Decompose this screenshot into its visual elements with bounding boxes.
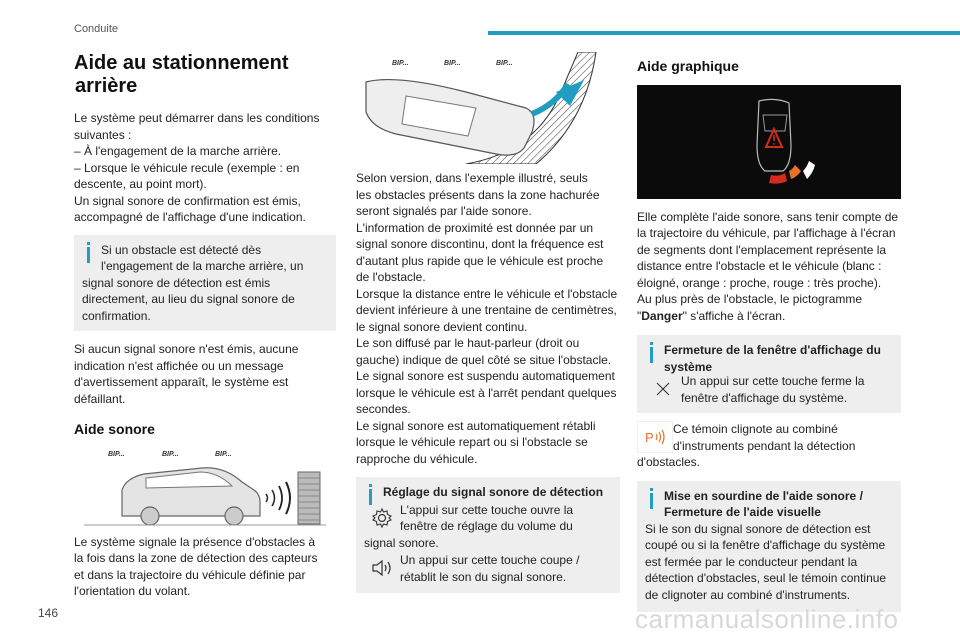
text-line: accompagné de l'affichage d'une indication.: [74, 210, 306, 224]
indicator-block: [637, 421, 901, 471]
text-line: Au plus près de l'obstacle, le pictogramme: [637, 292, 863, 306]
detection-paragraph: [74, 534, 336, 600]
info-icon: [369, 489, 372, 505]
note-row: [364, 552, 612, 585]
text-line: Si aucun signal sonore n'est émis, aucune: [74, 342, 299, 356]
header-section-title: Conduite: [74, 23, 119, 35]
note-row: [364, 502, 612, 535]
text-line: distance entre l'obstacle et le véhicule (blanc :: [637, 259, 882, 273]
text-line: Le signal sonore est suspendu automatiquement: [356, 369, 615, 383]
note-title: Réglage du signal sonore de détection: [383, 485, 604, 499]
text-line: d'avertissement apparaît, le système est: [74, 375, 289, 389]
bip-label: BIP...: [496, 60, 513, 67]
info-icon: [650, 493, 653, 509]
header-accent-bar: [488, 31, 960, 35]
graphic-paragraph: [637, 209, 901, 325]
text-line: seront signalés par l'aide sonore.: [356, 204, 532, 218]
text-line: lorsque le véhicule repart ou si l'obstacle se: [356, 435, 588, 449]
info-icon: [87, 247, 90, 263]
text-line: Le son diffusé par le haut-parleur (droit ou: [356, 336, 580, 350]
text-line: et dans la trajectoire du véhicule définie par: [74, 567, 306, 582]
text-line: – Lorsque le véhicule recule (exemple : en: [74, 160, 300, 175]
proximity-segment-red: [769, 173, 787, 184]
text-line: Ce témoin clignote au combiné: [673, 422, 838, 436]
note-line: rétablit le son du signal sonore.: [400, 569, 567, 584]
close-display-note: [637, 335, 901, 413]
note-body: [645, 521, 893, 604]
text-line: lorsque le véhicule est à l'arrêt pendant quelques: [356, 385, 617, 400]
bip-label: BIP...: [162, 450, 179, 458]
note-title: [645, 342, 893, 375]
text-line: Un signal sonore de confirmation est émis,: [74, 193, 301, 208]
parking-sensor-indicator-icon: [637, 421, 673, 453]
note-line: signal sonore de détection est émis: [82, 275, 271, 290]
brick-wall: [298, 472, 320, 524]
note-line: Un appui sur cette touche coupe /: [400, 553, 580, 567]
title-line-1: Aide au stationnement: [74, 52, 289, 74]
parking-trajectory-illustration: [356, 52, 620, 164]
note-line: Si le son du signal sonore de détection est: [645, 521, 871, 536]
mute-note: [637, 481, 901, 613]
info-icon: [650, 347, 653, 363]
text-line: rapproche du véhicule.: [356, 451, 478, 466]
note-title-line: Fermeture de la fenêtre d'affichage du: [664, 343, 881, 357]
title-line-2: arrière: [75, 75, 138, 97]
column-3: [637, 56, 901, 619]
note-title-line: Fermeture de l'aide visuelle: [664, 505, 821, 519]
note-line: directement, au lieu du signal sonore de: [82, 292, 295, 306]
text-line: secondes.: [356, 402, 411, 416]
bip-label: BIP...: [444, 60, 461, 67]
car-wheel: [141, 507, 159, 525]
note-line: confirmation.: [82, 308, 151, 323]
text-line: de segments dont l'emplacement représente la: [637, 242, 887, 257]
text-line: éloigné, orange : proche, rouge : très proche).: [637, 275, 882, 290]
close-icon: [645, 373, 681, 405]
note-line: Un appui sur cette touche ferme la: [681, 374, 865, 388]
car-sensor-illustration: [74, 448, 336, 526]
text-line: devient inférieure à une trentaine de centimètres,: [356, 303, 617, 317]
bip-label: BIP...: [392, 60, 409, 67]
note-line: fenêtre d'affichage du système.: [681, 390, 848, 405]
note-line: est fermée par le conducteur pendant la: [645, 554, 858, 569]
text-line: d'autant plus rapide que le véhicule est proche: [356, 253, 604, 268]
car-wheel: [225, 507, 243, 525]
speaker-sound-icon: [364, 552, 400, 584]
parking-trajectory-svg: [356, 52, 620, 164]
text-line: indication n'est affichée ou un message: [74, 358, 284, 373]
info-note: [74, 235, 336, 332]
note-title: [645, 488, 893, 521]
proximity-segment-orange: [789, 165, 801, 179]
text-fragment: " s'affiche à l'écran.: [682, 308, 786, 323]
text-line: suivantes :: [74, 127, 132, 142]
text-line: d'obstacles.: [637, 455, 700, 469]
section-heading-aide-graphique: Aide graphique: [637, 58, 739, 74]
text-line: défaillant.: [74, 391, 126, 406]
text-line: le signal sonore devient continu.: [356, 319, 528, 334]
note-line: Si un obstacle est détecté dès: [101, 242, 262, 257]
watermark-url: carmanualsonline.info: [635, 604, 899, 634]
text-line: de l'obstacle.: [356, 270, 426, 284]
volume-setting-note: [356, 477, 620, 593]
column-2: [356, 170, 620, 600]
text-line: la fois dans la zone de détection des capteurs: [74, 551, 318, 565]
column-1: [74, 52, 336, 600]
acoustic-paragraph: [356, 170, 620, 467]
note-line: fenêtre de réglage du volume du: [400, 519, 573, 533]
proximity-segment-white: [803, 161, 815, 179]
graphic-display-illustration: [637, 85, 901, 199]
note-line: L'appui sur cette touche ouvre la: [400, 502, 574, 517]
car-rear-sensor-svg: [74, 448, 336, 526]
text-line: signal sonore discontinu, dont la fréquence est: [356, 237, 604, 251]
failure-paragraph: [74, 341, 336, 407]
bip-label: BIP...: [215, 450, 232, 458]
note-title-line: Mise en sourdine de l'aide sonore /: [664, 488, 863, 503]
text-line: L'information de proximité est donnée par un: [356, 220, 594, 235]
text-line: Le système peut démarrer dans les conditions: [74, 111, 320, 125]
text-line: Le signal sonore est automatiquement rétabli: [356, 418, 596, 433]
text-line: Elle complète l'aide sonore, sans tenir compte de: [637, 209, 899, 224]
text-line: les obstacles présents dans la zone hachurée: [356, 187, 600, 202]
graphic-display-svg: [637, 85, 901, 199]
bip-label: BIP...: [108, 450, 125, 458]
svg-text:P: P: [645, 430, 654, 445]
note-line: de clignoter au combiné d'instruments.: [645, 587, 851, 602]
text-line: – À l'engagement de la marche arrière.: [74, 144, 282, 158]
note-line: détection d'obstacles, seul le témoin continue: [645, 571, 887, 585]
note-title-line: système: [664, 359, 713, 374]
text-line: descente, au point mort).: [74, 177, 207, 191]
text-line: Lorsque la distance entre le véhicule et l'obstacle: [356, 286, 618, 301]
section-heading-aide-sonore: Aide sonore: [74, 421, 155, 437]
settings-gear-icon: [364, 502, 400, 534]
text-line: Selon version, dans l'exemple illustré, seuls: [356, 171, 588, 185]
danger-keyword: Danger: [641, 308, 683, 323]
note-row: [645, 373, 893, 406]
text-line: l'orientation du volant.: [74, 584, 191, 598]
text-line: la trajectoire du véhicule, par l'affichage à l'écran: [637, 226, 896, 240]
intro-paragraph: [74, 110, 336, 226]
page-title: [74, 52, 336, 98]
text-line: gauche) indique de quel côté se situe l'obstacle.: [356, 352, 612, 367]
text-line: d'instruments pendant la détection: [673, 438, 856, 453]
indicator-row: [637, 421, 901, 454]
note-line: l'engagement de la marche arrière, un: [101, 259, 304, 273]
text-line: Le système signale la présence d'obstacles à: [74, 534, 316, 549]
note-line: signal sonore.: [364, 535, 439, 550]
page-number: 146: [38, 606, 59, 620]
note-line: coupé ou si la fenêtre d'affichage du système: [645, 538, 886, 552]
text-fragment: ": [637, 308, 642, 323]
